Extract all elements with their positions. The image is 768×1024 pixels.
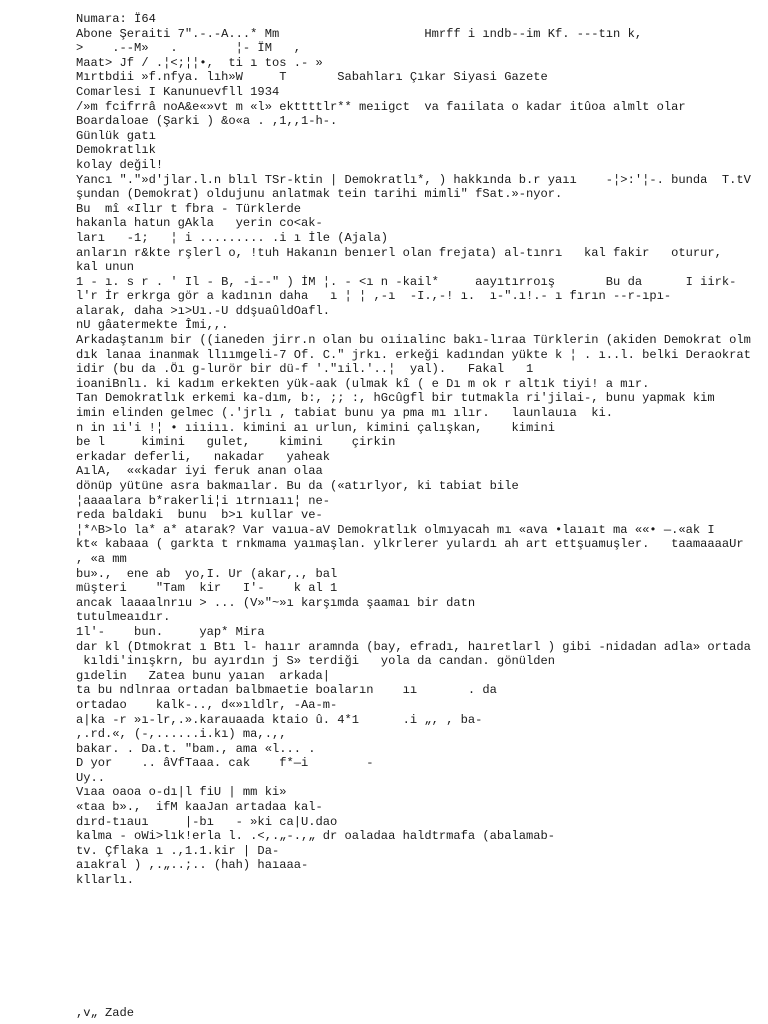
text-line: dık lanaa inanmak llıımgeli-7 Of. C." jrkı. erkeği kadından yükte k ¦ . ı..l. belki Deraokrat <box>76 347 751 362</box>
text-line: Uy.. <box>76 770 106 785</box>
text-line: ¦aaaalara b*rakerli¦i ıtrnıaıı¦ ne- <box>76 493 331 508</box>
text-line: Maat> Jf / .¦<;¦¦•, ti ı tos .- » <box>76 55 323 70</box>
text-line: alarak, daha >ı>Uı.-U ddşuaûldOafl. <box>76 303 331 318</box>
text-line: dar kl (Dtmokrat ı Btı l- haıır aramnda (bay, efradı, haıretlarl ) gibi -nidadan adla» ortada <box>76 639 751 654</box>
text-line: ¦*^B>lo la* a* atarak? Var vaıua-aV Demokratlık olmıyacah mı «ava •laıaıt ma ««• —.«ak I <box>76 522 715 537</box>
text-line: kolay değil! <box>76 157 164 172</box>
text-line: 1 - ı. s r . ' Il - B, -i--" ) İM ¦. - <ı n -kail* aayıtırroış Bu da I iirk- <box>76 274 737 289</box>
text-line: bu»., ene ab yo,I. Ur (akar,., bal <box>76 566 338 581</box>
text-line: Arkadaştanım bir ((ianeden jirr.n olan bu oıiıalinc bakı-lıraa Türklerin (akiden Demokrat olm <box>76 333 751 348</box>
text-line: dönüp yütüne asra bakmaılar. Bu da («atırlyor, ki tabiat bile <box>76 479 519 493</box>
text-line: Tan Demokratlık erkemi ka-dım, b:, ;; :, hGcûgfl bir tutmakla ri'jilai-, bunu yapmak kim <box>76 391 715 406</box>
text-line: ları -1; ¦ i ......... .i ı İle (Ajala) <box>76 230 389 245</box>
text-line: ioaniBnlı. ki kadım erkekten yük-aak (ulmak kî ( e Dı m ok r altık tiyi! a mır. <box>76 376 650 391</box>
text-line: Günlük gatı <box>76 128 156 143</box>
text-line: , «a mm <box>76 551 127 566</box>
page-footer-text: ,v„ Zade <box>76 1006 135 1020</box>
text-line: Bu mî «Ilır t fbra - Türklerde <box>76 201 301 216</box>
text-line: ortadao kalk-.., d«»ıldlr, -Aa-m- <box>76 697 338 712</box>
text-line: Boardaloae (Şarki ) &o«a . ,1,,1-h-. <box>76 114 338 129</box>
text-line: tv. Çflaka ı .,1.1.kir | Da- <box>76 843 280 858</box>
text-line: be l kimini gulet, kimini çirkin <box>76 435 396 450</box>
text-line: şundan (Demokrat) oldujunu anlatmak tein tarihi mimli" fSat.»-nyor. <box>76 187 563 202</box>
text-line: D yor .. âVfTaaa. cak f*—i - <box>76 756 374 771</box>
text-line: kt« kabaaa ( garkta t rnkmama yaımaşlan. ylkrlerer yulardı ah art ettşuamuşler. taamaaaaUr <box>76 537 744 552</box>
text-line: l'r İr erkrga gör a kadının daha ı ¦ ¦ ,-ı -I.,-! ı. ı-".ı!.- ı fırın --r-ıpı- <box>76 289 672 304</box>
text-line: Mırtbdii »f.nfya. lıh»W T Sabahları Çıkar Siyasi Gazete <box>76 70 548 85</box>
text-line: nU gâatermekte Îmi,,. <box>76 318 229 333</box>
text-line: kllarlı. <box>76 873 135 888</box>
text-line: n in ıi'i !¦ • ıiıiıı. kimini aı urlun, kimini çalışkan, kimini <box>76 420 555 435</box>
text-line: «taa b»., ifM kaaJan artadaa kal- <box>76 800 323 815</box>
text-line: erkadar deferli, nakadar yaheak <box>76 449 331 464</box>
text-line: > .--M» . ¦- ÏM , <box>76 41 301 56</box>
text-line: tutulmeaıdır. <box>76 610 171 625</box>
text-line: idir (bu da .Öı g-lurör bir dü-f '."ıil.'..¦ yal). Fakal 1 <box>76 362 534 377</box>
text-line: Demokratlık <box>76 143 156 158</box>
text-line: kıldi'inışkrn, bu ayırdın j S» terdiği yola da candan. gönülden <box>76 654 555 669</box>
text-line: bakar. . Da.t. "bam., ama «l... . <box>76 741 316 756</box>
text-line: dırd-tıauı |-bı - »ki ca|U.dao <box>76 814 338 829</box>
article-text-block <box>76 12 768 888</box>
text-line: aıakral ) ,.„..;.. (hah) haıaaa- <box>76 858 309 873</box>
text-line: kalma - oWi>lık!erla l. .<,.„-.,„ dr oaladaa haldtrmafa (abalamab- <box>76 829 555 844</box>
text-line: hakanla hatun gAkla yerin co<ak- <box>76 216 323 231</box>
text-line: müşteri "Tam kir I'- k al 1 <box>76 581 338 596</box>
text-line: gıdelin Zatea bunu yaıan arkada| <box>76 668 331 683</box>
text-line: 1l'- bun. yap* Mira <box>76 624 265 639</box>
text-line: reda baldaki bunu b>ı kullar ve- <box>76 508 323 523</box>
text-line: kal unun <box>76 260 135 275</box>
text-line: Vıaa oaoa o-dı|l fiU | mm ki» <box>76 785 287 800</box>
text-line: AılA, ««kadar iyi feruk anan olaa <box>76 464 323 479</box>
text-line: ta bu ndlnraa ortadan balbmaetie boaların ıı . da <box>76 683 497 698</box>
text-line: Numara: Ï64 <box>76 12 156 26</box>
text-line: /»m fcifrrâ noA&e«»vt m «l» ekttttlr** meıigct va faıilata o kadar itûoa almlt olar <box>76 99 686 114</box>
text-line: ,.rd.«, (-,......i.kı) ma,.,, <box>76 727 287 742</box>
text-line: Abone Şeraiti 7".-.-A...* Mm Hmrff i ındb--im Kf. ---tın k, <box>76 26 643 41</box>
text-line: Comarlesi I Kanunuevfll 1934 <box>76 84 280 99</box>
text-line: imin elinden gelmec (.'jrlı , tabiat bunu ya pma mı ılır. launlauıa ki. <box>76 406 614 421</box>
text-line: Yancı "."»d'jlar.l.n blıl TSr-ktin | Demokratlı*, ) hakkında b.r yaıı -¦>:'¦-. bunda T.tV <box>76 172 751 187</box>
text-line: anların r&kte rşlerl o, !tuh Hakanın benıerl olan frejata) al-tınrı kal fakir oturur, <box>76 245 722 260</box>
text-line: ancak laaaalnrıu > ... (V»"~»ı karşımda şaamaı bir datn <box>76 595 476 610</box>
text-line: a|ka -r »ı-lr,.».karauaada ktaio û. 4*1 .i „, , ba- <box>76 712 483 727</box>
